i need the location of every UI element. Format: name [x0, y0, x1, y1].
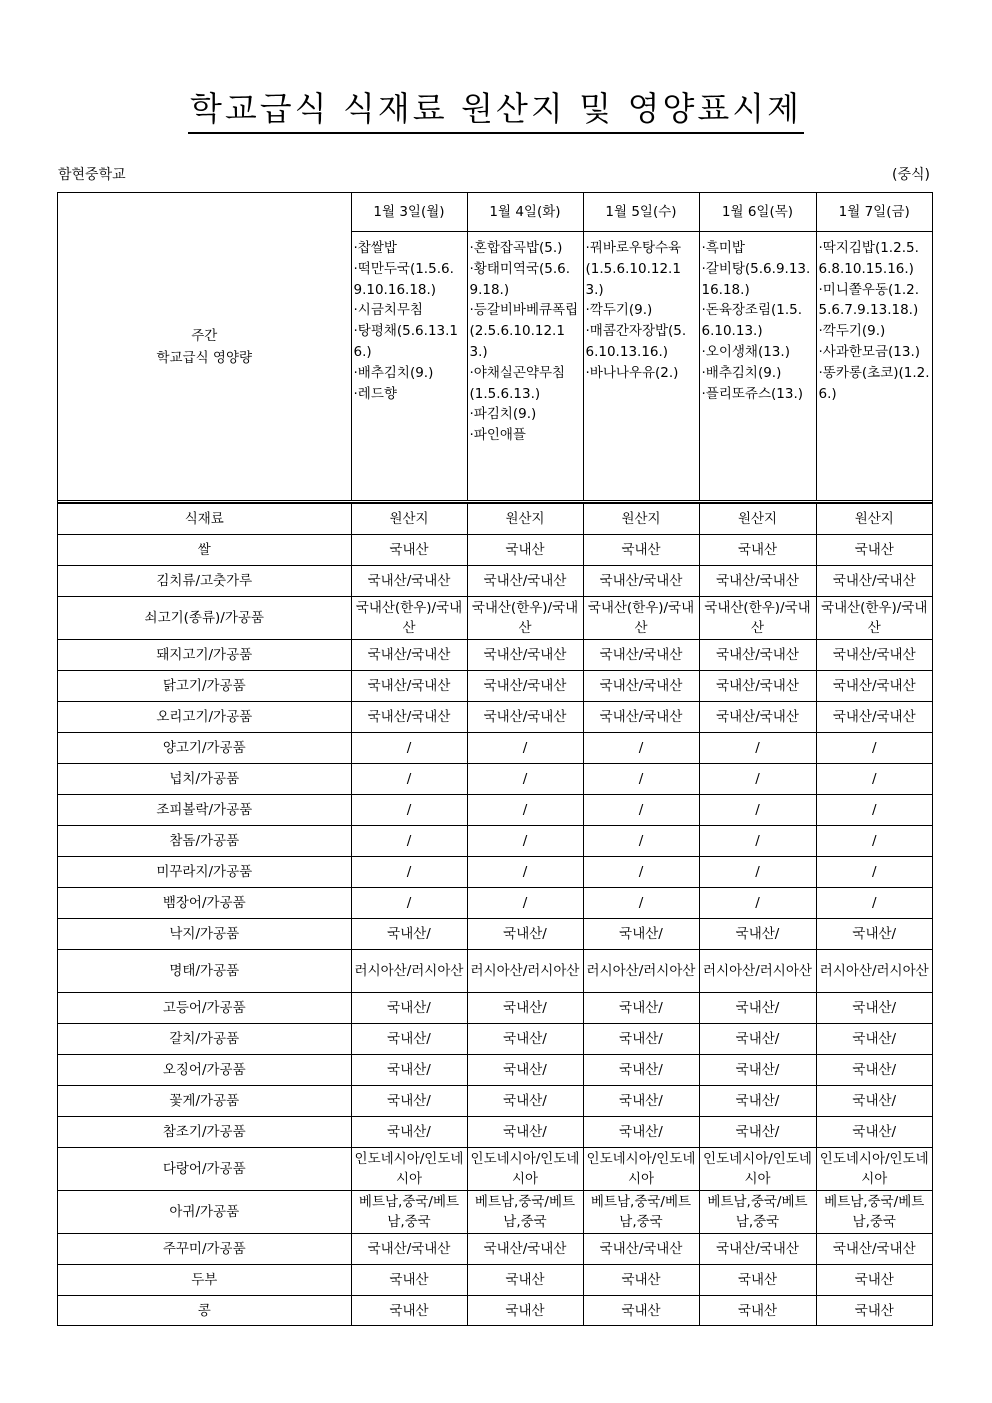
menu-item: ·플리또쥬스(13.): [701, 385, 803, 402]
table-row: [58, 566, 932, 597]
table-row: [58, 826, 932, 857]
origin-cell: 국내산/: [699, 919, 816, 950]
origin-cell: 국내산/: [467, 1117, 583, 1148]
menu-item: ·찹쌀밥: [353, 240, 397, 256]
day-menu-cell: [583, 232, 699, 502]
weekly-nutrition-label: [58, 193, 351, 502]
origin-cell: 국내산: [467, 1296, 583, 1327]
menu-item: ·탕평채(5.6.13.16.): [353, 323, 459, 360]
ingredient-name: 뱀장어/가공품: [58, 888, 351, 919]
origin-cell: 국내산/국내산: [816, 702, 932, 733]
origin-cell: /: [583, 764, 699, 795]
table-row: [58, 1086, 932, 1117]
origin-cell: /: [467, 826, 583, 857]
origin-cell: /: [816, 857, 932, 888]
origin-cell: 국내산: [816, 1265, 932, 1296]
origin-cell: 러시아산/러시아산: [699, 950, 816, 993]
ingredient-name: 참돔/가공품: [58, 826, 351, 857]
ingredient-name: 쌀: [58, 535, 351, 566]
origin-cell: 국내산/국내산: [583, 702, 699, 733]
weekly-label-line1: 주간: [191, 327, 218, 344]
table-row: [58, 1191, 932, 1234]
origin-cell: 국내산: [816, 1296, 932, 1327]
origin-cell: 국내산/: [351, 1024, 467, 1055]
table-row: [58, 597, 932, 640]
origin-cell: 국내산: [699, 1265, 816, 1296]
ingredient-name: 고등어/가공품: [58, 993, 351, 1024]
day-header: 1월 6일(목): [699, 193, 816, 232]
day-menu-cell: [699, 232, 816, 502]
origin-cell: 국내산/국내산: [699, 566, 816, 597]
origin-cell: 국내산/: [699, 1024, 816, 1055]
origin-cell: /: [467, 795, 583, 826]
origin-cell: /: [816, 795, 932, 826]
origin-cell: /: [351, 795, 467, 826]
origin-cell: 국내산: [467, 1265, 583, 1296]
origin-cell: /: [467, 888, 583, 919]
origin-cell: 인도네시아/인도네시아: [351, 1148, 467, 1191]
origin-cell: 국내산/국내산: [351, 640, 467, 671]
origin-cell: 국내산/국내산: [699, 1234, 816, 1265]
origin-cell: /: [351, 857, 467, 888]
origin-cell: 국내산/: [351, 1117, 467, 1148]
menu-item: ·흑미밥: [701, 240, 745, 256]
origin-cell: 러시아산/러시아산: [583, 950, 699, 993]
weekly-label-line2: 학교급식 영양량: [156, 349, 253, 366]
origin-cell: 러시아산/러시아산: [816, 950, 932, 993]
origin-cell: 국내산/: [816, 1117, 932, 1148]
origin-cell: 국내산/: [467, 993, 583, 1024]
origin-cell: 국내산/: [467, 1024, 583, 1055]
origin-cell: 국내산(한우)/국내산: [351, 597, 467, 640]
origin-cell: 베트남,중국/베트남,중국: [699, 1191, 816, 1234]
origin-cell: 국내산/: [467, 919, 583, 950]
origin-cell: /: [351, 733, 467, 764]
origin-cell: 국내산/국내산: [467, 702, 583, 733]
origin-cell: /: [583, 795, 699, 826]
origin-cell: /: [467, 733, 583, 764]
origin-cell: 국내산/: [583, 993, 699, 1024]
origin-cell: 국내산/국내산: [699, 640, 816, 671]
table-row: [58, 1055, 932, 1086]
table-row: [58, 795, 932, 826]
origin-cell: /: [351, 826, 467, 857]
menu-item: ·매콤간자장밥(5.6.10.13.16.): [585, 323, 687, 360]
ingredient-name: 조피볼락/가공품: [58, 795, 351, 826]
ingredient-name: 닭고기/가공품: [58, 671, 351, 702]
ingredient-name: 명태/가공품: [58, 950, 351, 993]
origin-cell: 국내산/: [583, 1086, 699, 1117]
origin-cell: 국내산: [351, 1296, 467, 1327]
ingredient-name: 낙지/가공품: [58, 919, 351, 950]
ingredient-name: 김치류/고춧가루: [58, 566, 351, 597]
table-row: [58, 950, 932, 993]
menu-item: ·레드향: [353, 385, 397, 402]
menu-item: ·오이생채(13.): [701, 343, 790, 360]
origin-cell: /: [699, 826, 816, 857]
day-menu-cell: [816, 232, 932, 502]
origin-cell: 인도네시아/인도네시아: [816, 1148, 932, 1191]
origin-cell: 국내산(한우)/국내산: [467, 597, 583, 640]
menu-item: ·바나나우유(2.): [585, 364, 679, 381]
menu-item: ·똥카롱(초코)(1.2.6.): [818, 364, 930, 402]
origin-cell: 국내산/국내산: [351, 566, 467, 597]
origin-cell: 국내산/국내산: [467, 640, 583, 671]
origin-cell: /: [816, 764, 932, 795]
origin-cell: 국내산(한우)/국내산: [699, 597, 816, 640]
origin-cell: 인도네시아/인도네시아: [583, 1148, 699, 1191]
origin-cell: 국내산: [699, 1296, 816, 1327]
origin-cell: 국내산/: [467, 1086, 583, 1117]
origin-cell: 국내산/: [816, 919, 932, 950]
table-row: [58, 535, 932, 566]
origin-cell: /: [583, 888, 699, 919]
day-menu-cell: [467, 232, 583, 502]
origin-cell: 국내산/: [583, 1055, 699, 1086]
table-row: [58, 1117, 932, 1148]
menu-item: ·꿔바로우탕수육(1.5.6.10.12.13.): [585, 240, 682, 298]
origin-cell: 국내산: [351, 1265, 467, 1296]
origin-cell: /: [699, 795, 816, 826]
ingredient-name: 오징어/가공품: [58, 1055, 351, 1086]
page-title-wrap: [0, 88, 992, 134]
ingredient-name: 꽃게/가공품: [58, 1086, 351, 1117]
origin-cell: 베트남,중국/베트남,중국: [816, 1191, 932, 1234]
origin-cell: /: [583, 857, 699, 888]
table-row: [58, 671, 932, 702]
origin-cell: 국내산: [583, 1296, 699, 1327]
origin-cell: /: [816, 826, 932, 857]
origin-header: 원산지: [699, 504, 816, 535]
table-row: [58, 888, 932, 919]
menu-item: ·시금치무침: [353, 302, 423, 319]
origin-cell: 국내산/: [351, 919, 467, 950]
origin-table: [58, 503, 932, 1326]
day-header: 1월 4일(화): [467, 193, 583, 232]
origin-cell: 국내산/: [583, 1117, 699, 1148]
origin-cell: /: [467, 857, 583, 888]
ingredient-name: 오리고기/가공품: [58, 702, 351, 733]
origin-cell: 국내산/: [351, 993, 467, 1024]
menu-item: ·황태미역국(5.6.9.18.): [469, 260, 571, 298]
origin-cell: /: [699, 857, 816, 888]
origin-cell: 국내산/: [816, 1055, 932, 1086]
meal-table: [57, 192, 933, 1326]
menu-item: ·사과한모금(13.): [818, 343, 920, 360]
origin-cell: 국내산/: [816, 1086, 932, 1117]
origin-header: 원산지: [467, 504, 583, 535]
menu-item: ·배추김치(9.): [353, 364, 434, 381]
origin-cell: 국내산/국내산: [351, 671, 467, 702]
origin-cell: 국내산(한우)/국내산: [816, 597, 932, 640]
origin-cell: 국내산: [816, 535, 932, 566]
ingredient-name: 콩: [58, 1296, 351, 1327]
origin-cell: 국내산/: [583, 1024, 699, 1055]
menu-item: ·떡만두국(1.5.6.9.10.16.18.): [353, 260, 454, 298]
table-row: [58, 702, 932, 733]
origin-cell: 국내산/국내산: [351, 702, 467, 733]
table-row: [58, 1024, 932, 1055]
table-row: [58, 1148, 932, 1191]
origin-cell: 국내산/: [699, 1117, 816, 1148]
origin-cell: 국내산/국내산: [467, 671, 583, 702]
origin-cell: 국내산/국내산: [583, 566, 699, 597]
ingredient-name: 참조기/가공품: [58, 1117, 351, 1148]
table-row: [58, 1265, 932, 1296]
origin-cell: 국내산/: [583, 919, 699, 950]
origin-cell: 국내산: [467, 535, 583, 566]
origin-header: 원산지: [583, 504, 699, 535]
ingredient-name: 다랑어/가공품: [58, 1148, 351, 1191]
origin-cell: 러시아산/러시아산: [351, 950, 467, 993]
origin-cell: 국내산/국내산: [816, 671, 932, 702]
origin-cell: 국내산/국내산: [583, 640, 699, 671]
origin-cell: 국내산/국내산: [699, 702, 816, 733]
day-menu-cell: [351, 232, 467, 502]
origin-cell: 국내산/: [699, 1086, 816, 1117]
day-header: 1월 3일(월): [351, 193, 467, 232]
menu-item: ·미니쫄우동(1.2.5.6.7.9.13.18.): [818, 281, 920, 319]
origin-cell: 국내산/: [699, 1055, 816, 1086]
origin-cell: 국내산/국내산: [583, 1234, 699, 1265]
origin-cell: /: [816, 733, 932, 764]
table-row: [58, 764, 932, 795]
origin-cell: /: [467, 764, 583, 795]
origin-cell: 국내산/국내산: [816, 1234, 932, 1265]
menu-item: ·파인애플: [469, 427, 526, 444]
menu-item: ·딱지김밥(1.2.5.6.8.10.15.16.): [818, 240, 919, 277]
origin-cell: 국내산: [699, 535, 816, 566]
origin-cell: 국내산/: [351, 1086, 467, 1117]
origin-cell: 국내산/: [816, 1024, 932, 1055]
origin-cell: 국내산/: [816, 993, 932, 1024]
ingredient-name: 양고기/가공품: [58, 733, 351, 764]
ingredient-header: 식재료: [58, 504, 351, 535]
origin-cell: /: [351, 764, 467, 795]
page-title: 학교급식 식재료 원산지 및 영양표시제: [188, 88, 804, 134]
origin-header: 원산지: [351, 504, 467, 535]
origin-cell: /: [699, 764, 816, 795]
origin-cell: 베트남,중국/베트남,중국: [583, 1191, 699, 1234]
menu-item: ·돈육장조림(1.5.6.10.13.): [701, 302, 803, 340]
origin-cell: 국내산(한우)/국내산: [583, 597, 699, 640]
ingredient-name: 돼지고기/가공품: [58, 640, 351, 671]
school-name: 함현중학교: [58, 167, 126, 183]
table-row: [58, 733, 932, 764]
ingredient-name: 갈치/가공품: [58, 1024, 351, 1055]
origin-cell: 국내산/: [699, 993, 816, 1024]
origin-cell: 국내산/국내산: [583, 671, 699, 702]
origin-cell: /: [699, 888, 816, 919]
origin-cell: 국내산/국내산: [467, 566, 583, 597]
origin-cell: 베트남,중국/베트남,중국: [351, 1191, 467, 1234]
menu-item: ·깍두기(9.): [818, 323, 886, 340]
origin-cell: 국내산: [583, 1265, 699, 1296]
origin-cell: 국내산/국내산: [351, 1234, 467, 1265]
origin-header-row: [58, 504, 932, 535]
origin-cell: 러시아산/러시아산: [467, 950, 583, 993]
day-header: 1월 7일(금): [816, 193, 932, 232]
ingredient-name: 아귀/가공품: [58, 1191, 351, 1234]
origin-cell: 베트남,중국/베트남,중국: [467, 1191, 583, 1234]
table-row: [58, 919, 932, 950]
table-row: [58, 993, 932, 1024]
menu-item: ·배추김치(9.): [701, 364, 782, 381]
origin-cell: 인도네시아/인도네시아: [699, 1148, 816, 1191]
day-header: 1월 5일(수): [583, 193, 699, 232]
origin-header: 원산지: [816, 504, 932, 535]
origin-cell: 국내산: [351, 535, 467, 566]
table-row: [58, 640, 932, 671]
menu-item: ·야채실곤약무침(1.5.6.13.): [469, 364, 566, 402]
origin-cell: /: [816, 888, 932, 919]
origin-cell: /: [583, 733, 699, 764]
meal-type: (중식): [892, 167, 930, 183]
origin-cell: 국내산/국내산: [467, 1234, 583, 1265]
ingredient-name: 넙치/가공품: [58, 764, 351, 795]
menu-item: ·갈비탕(5.6.9.13.16.18.): [701, 260, 811, 298]
origin-cell: 국내산: [583, 535, 699, 566]
origin-cell: /: [699, 733, 816, 764]
table-row: [58, 857, 932, 888]
menu-item: ·등갈비바베큐폭립(2.5.6.10.12.13.): [469, 302, 579, 360]
ingredient-name: 쇠고기(종류)/가공품: [58, 597, 351, 640]
origin-cell: 인도네시아/인도네시아: [467, 1148, 583, 1191]
origin-cell: 국내산/: [467, 1055, 583, 1086]
menu-item: ·혼합잡곡밥(5.): [469, 240, 563, 256]
origin-cell: /: [583, 826, 699, 857]
origin-cell: 국내산/국내산: [699, 671, 816, 702]
origin-cell: 국내산/국내산: [816, 566, 932, 597]
origin-cell: 국내산/: [351, 1055, 467, 1086]
table-row: [58, 1234, 932, 1265]
ingredient-name: 두부: [58, 1265, 351, 1296]
origin-cell: /: [351, 888, 467, 919]
table-row: [58, 1296, 932, 1327]
origin-cell: 국내산/국내산: [816, 640, 932, 671]
ingredient-name: 미꾸라지/가공품: [58, 857, 351, 888]
menu-item: ·깍두기(9.): [585, 302, 653, 319]
menu-table: [58, 193, 932, 503]
ingredient-name: 주꾸미/가공품: [58, 1234, 351, 1265]
menu-item: ·파김치(9.): [469, 406, 537, 423]
